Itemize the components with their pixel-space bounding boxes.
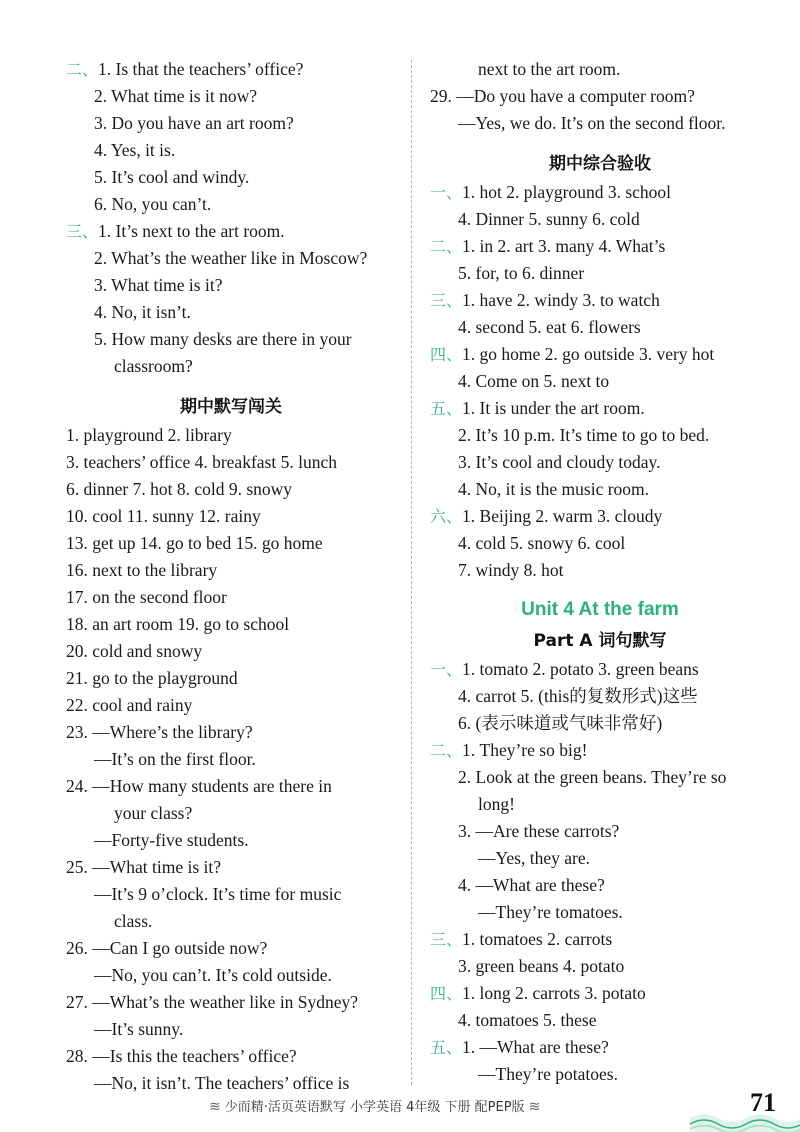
- footer-text: 少而精·活页英语默写 小学英语 4年级 下册 配PEP版: [224, 1100, 525, 1115]
- answer-line: 3. green beans 4. potato: [458, 956, 625, 976]
- answer-line: 2. What’s the weather like in Moscow?: [94, 248, 368, 268]
- answer-line: 5. How many desks are there in your: [94, 329, 352, 349]
- answer-line: 18. an art room 19. go to school: [66, 614, 290, 634]
- column-divider: [411, 60, 412, 1085]
- answer-line: 1. Beijing 2. warm 3. cloudy: [462, 506, 663, 526]
- answer-line: long!: [478, 794, 515, 814]
- section-2: [430, 233, 770, 260]
- answer-line: 22. cool and rainy: [66, 695, 193, 715]
- page-number: 71: [750, 1088, 776, 1117]
- unit-section-2: [430, 737, 770, 764]
- answer-line: 25. —What time is it?: [66, 857, 222, 877]
- unit-section-3: [430, 926, 770, 953]
- section-heading: 期中综合验收: [549, 154, 651, 174]
- answer-line: 1. playground 2. library: [66, 425, 232, 445]
- section-number: 三、: [430, 930, 463, 949]
- answer-line: 21. go to the playground: [66, 668, 238, 688]
- answer-line: 1. They’re so big!: [462, 740, 588, 760]
- section-number: 二、: [66, 60, 99, 79]
- unit-section-1: [430, 656, 770, 683]
- answer-line: classroom?: [114, 356, 193, 376]
- answer-line: 6. No, you can’t.: [94, 194, 212, 214]
- answer-line: —It’s on the first floor.: [94, 749, 256, 769]
- answer-line: 4. —What are these?: [458, 875, 605, 895]
- answer-line: 1. tomato 2. potato 3. green beans: [462, 659, 699, 679]
- section-3: [66, 218, 396, 245]
- answer-line: 1. It is under the art room.: [462, 398, 645, 418]
- answer-line: 1. have 2. windy 3. to watch: [462, 290, 660, 310]
- section-number: 三、: [430, 291, 463, 310]
- answer-line: 26. —Can I go outside now?: [66, 938, 268, 958]
- section-heading: 期中默写闯关: [180, 397, 282, 417]
- answer-line: 6. (表示味道或气味非常好): [458, 713, 663, 733]
- answer-line: 20. cold and snowy: [66, 641, 203, 661]
- section-number: 四、: [430, 984, 463, 1003]
- section-number: 五、: [430, 399, 463, 418]
- section-6: [430, 503, 770, 530]
- answer-line: 4. No, it is the music room.: [458, 479, 650, 499]
- answer-line: 23. —Where’s the library?: [66, 722, 253, 742]
- answer-line: 28. —Is this the teachers’ office?: [66, 1046, 297, 1066]
- answer-line: —Yes, they are.: [478, 848, 590, 868]
- answer-line: your class?: [114, 803, 193, 823]
- answer-line: 4. cold 5. snowy 6. cool: [458, 533, 626, 553]
- answer-line: 24. —How many students are there in: [66, 776, 332, 796]
- section-4: [430, 341, 770, 368]
- answer-line: 1. —What are these?: [462, 1037, 609, 1057]
- answer-line: 4. Dinner 5. sunny 6. cold: [458, 209, 640, 229]
- answer-line: 1. go home 2. go outside 3. very hot: [462, 344, 715, 364]
- answer-line: 4. second 5. eat 6. flowers: [458, 317, 641, 337]
- answer-line: —It’s sunny.: [94, 1019, 184, 1039]
- answer-line: 2. What time is it now?: [94, 86, 257, 106]
- section-5: [430, 395, 770, 422]
- answer-line: 3. It’s cool and cloudy today.: [458, 452, 661, 472]
- answer-line: 1. tomatoes 2. carrots: [462, 929, 613, 949]
- answer-line: 1. hot 2. playground 3. school: [462, 182, 672, 202]
- section-number: 五、: [430, 1038, 463, 1057]
- section-2: [66, 56, 396, 83]
- answer-line: —No, it isn’t. The teachers’ office is: [94, 1073, 350, 1093]
- answer-line: —Forty-five students.: [94, 830, 249, 850]
- answer-line: 16. next to the library: [66, 560, 218, 580]
- answer-line: 1. in 2. art 3. many 4. What’s: [462, 236, 666, 256]
- answer-line: 3. Do you have an art room?: [94, 113, 294, 133]
- wave-decoration-icon: [690, 1098, 800, 1132]
- left-column: [66, 56, 396, 1097]
- answer-line: 10. cool 11. sunny 12. rainy: [66, 506, 261, 526]
- answer-line: 4. carrot 5. (this的复数形式)这些: [458, 686, 698, 706]
- answer-line: 6. dinner 7. hot 8. cold 9. snowy: [66, 479, 293, 499]
- answer-line: 4. No, it isn’t.: [94, 302, 191, 322]
- answer-line: 2. It’s 10 p.m. It’s time to go to bed.: [458, 425, 710, 445]
- answer-line: 7. windy 8. hot: [458, 560, 564, 580]
- section-number: 二、: [430, 741, 463, 760]
- answer-line: 4. Come on 5. next to: [458, 371, 610, 391]
- answer-line: —No, you can’t. It’s cold outside.: [94, 965, 332, 985]
- answer-line: 3. —Are these carrots?: [458, 821, 620, 841]
- answer-line: 29. —Do you have a computer room?: [430, 86, 695, 106]
- answer-line: 3. teachers’ office 4. breakfast 5. lunch: [66, 452, 337, 472]
- answer-line: —Yes, we do. It’s on the second floor.: [458, 113, 726, 133]
- section-number: 三、: [66, 222, 99, 241]
- right-column: [430, 56, 770, 1088]
- section-number: 二、: [430, 237, 463, 256]
- answer-line: —They’re potatoes.: [478, 1064, 618, 1084]
- section-number: 四、: [430, 345, 463, 364]
- part-heading: Part A 词句默写: [533, 631, 667, 651]
- answer-line: 3. What time is it?: [94, 275, 223, 295]
- section-number: 一、: [430, 183, 463, 202]
- unit-section-4: [430, 980, 770, 1007]
- answer-line: 2. Look at the green beans. They’re so: [458, 767, 727, 787]
- section-number: 六、: [430, 507, 463, 526]
- answer-line: 4. Yes, it is.: [94, 140, 176, 160]
- section-number: 一、: [430, 660, 463, 679]
- answer-line: 4. tomatoes 5. these: [458, 1010, 597, 1030]
- answer-line: 1. Is that the teachers’ office?: [98, 59, 304, 79]
- answer-line: 13. get up 14. go to bed 15. go home: [66, 533, 323, 553]
- answer-line: 27. —What’s the weather like in Sydney?: [66, 992, 359, 1012]
- answer-line: 5. It’s cool and windy.: [94, 167, 250, 187]
- answer-line: 17. on the second floor: [66, 587, 227, 607]
- answer-line: 5. for, to 6. dinner: [458, 263, 585, 283]
- unit-title: Unit 4 At the farm: [521, 599, 679, 620]
- wave-icon: ≋: [209, 1099, 221, 1115]
- wave-icon: ≋: [528, 1099, 541, 1115]
- unit-section-5: [430, 1034, 770, 1061]
- section-3: [430, 287, 770, 314]
- answer-line: 1. It’s next to the art room.: [98, 221, 285, 241]
- answer-line: 1. long 2. carrots 3. potato: [462, 983, 646, 1003]
- section-1: [430, 179, 770, 206]
- footer-caption: [205, 1096, 544, 1115]
- answer-line: next to the art room.: [478, 59, 621, 79]
- answer-line: —It’s 9 o’clock. It’s time for music: [94, 884, 342, 904]
- answer-line: —They’re tomatoes.: [478, 902, 623, 922]
- answer-line: class.: [114, 911, 153, 931]
- page-footer: [0, 1086, 800, 1132]
